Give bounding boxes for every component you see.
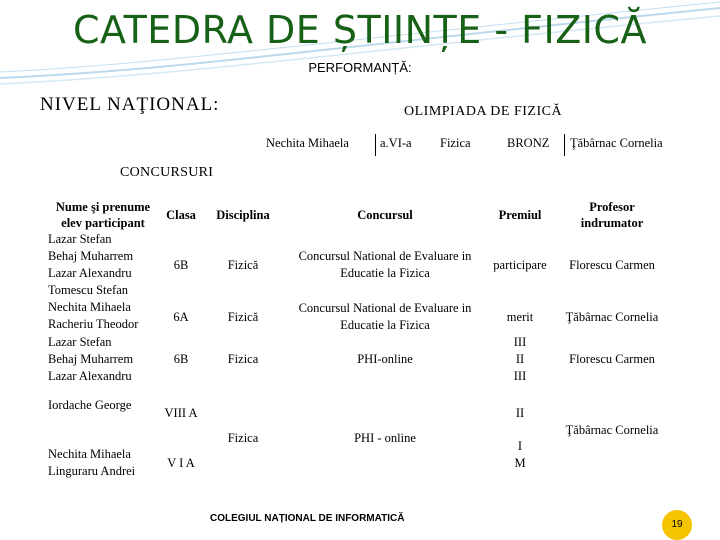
header-profesor: Profesor indrumator — [580, 200, 644, 230]
page-number-badge: 19 — [662, 510, 692, 540]
premiul-cell — [486, 334, 554, 385]
page-title: CATEDRA DE ȘTIINȚE - FIZICĂ — [73, 8, 647, 52]
disciplina-cell: Fizica — [227, 431, 259, 445]
table-row — [48, 231, 133, 299]
clasa-cell: VIII A — [164, 406, 198, 420]
participant-name: Iordache George — [48, 398, 132, 412]
olimpiada-disciplina: Fizica — [440, 136, 471, 150]
concursul-cell: Concursul National de Evaluare in Educatie la Fizica — [298, 249, 472, 280]
divider — [375, 134, 376, 156]
header-disciplina: Disciplina — [216, 208, 270, 222]
olimpiada-row — [262, 136, 682, 156]
participant-name: Lazar Stefan — [48, 335, 112, 349]
profesor-cell: Ţăbârnac Cornelia — [565, 310, 659, 324]
footer-school: COLEGIUL NAȚIONAL DE INFORMATICĂ — [210, 513, 405, 524]
clasa-cell: 6B — [173, 352, 189, 366]
participant-name: Behaj Muharrem — [48, 352, 134, 366]
concursul-cell: PHI-online — [357, 352, 413, 366]
profesor-cell: Florescu Carmen — [569, 258, 655, 272]
disciplina-cell: Fizică — [227, 310, 259, 324]
olimpiada-premiul: BRONZ — [507, 136, 550, 150]
concursuri-label: CONCURSURI — [120, 165, 214, 180]
disciplina-cell: Fizică — [227, 258, 259, 272]
participant-name: Nechita Mihaela — [48, 300, 131, 314]
disciplina-cell: Fizica — [227, 352, 259, 366]
table-row — [48, 334, 133, 385]
premiul-value: III — [513, 335, 527, 349]
page-subtitle: PERFORMANȚĂ: — [308, 60, 412, 75]
clasa-cell: 6B — [173, 258, 189, 272]
participant-name: Lazar Alexandru — [48, 266, 132, 280]
premiul-cell: II — [515, 406, 525, 420]
divider — [564, 134, 565, 156]
participant-name: Lazar Alexandru — [48, 369, 132, 383]
clasa-cell: V I A — [167, 456, 195, 470]
header-concursul: Concursul — [357, 208, 413, 222]
olimpiada-clasa: a.VI-a — [380, 136, 412, 150]
olimpiada-title: OLIMPIADA DE FIZICĂ — [404, 104, 563, 119]
premiul-value: I — [517, 439, 523, 453]
premiul-cell: merit — [506, 310, 534, 324]
premiul-cell — [486, 438, 554, 472]
clasa-cell: 6A — [173, 310, 189, 324]
olimpiada-name: Nechita Mihaela — [266, 136, 349, 150]
premiul-cell: participare — [493, 258, 547, 272]
premiul-value: III — [513, 369, 527, 383]
concursul-cell: Concursul National de Evaluare in Educatie la Fizica — [298, 301, 472, 332]
nivel-label: NIVEL NAŢIONAL: — [40, 94, 220, 115]
premiul-value: M — [514, 456, 526, 470]
participant-name: Linguraru Andrei — [48, 464, 136, 478]
concursul-cell: PHI - online — [354, 431, 416, 445]
profesor-cell: Florescu Carmen — [569, 352, 655, 366]
header-clasa: Clasa — [166, 208, 196, 222]
table-row — [48, 299, 138, 333]
premiul-value: II — [515, 352, 525, 366]
participant-name: Nechita Mihaela — [48, 447, 131, 461]
participant-name: Tomescu Stefan — [48, 283, 129, 297]
participant-name: Lazar Stefan — [48, 232, 112, 246]
header-premiul: Premiul — [498, 208, 542, 222]
participant-name: Behaj Muharrem — [48, 249, 134, 263]
olimpiada-profesor: Ţăbârnac Cornelia — [570, 136, 663, 150]
table-row — [48, 446, 135, 480]
header-nume: Nume şi prenume elev participant — [55, 200, 151, 230]
profesor-cell: Ţăbârnac Cornelia — [565, 423, 659, 437]
participant-name: Racheriu Theodor — [48, 317, 139, 331]
